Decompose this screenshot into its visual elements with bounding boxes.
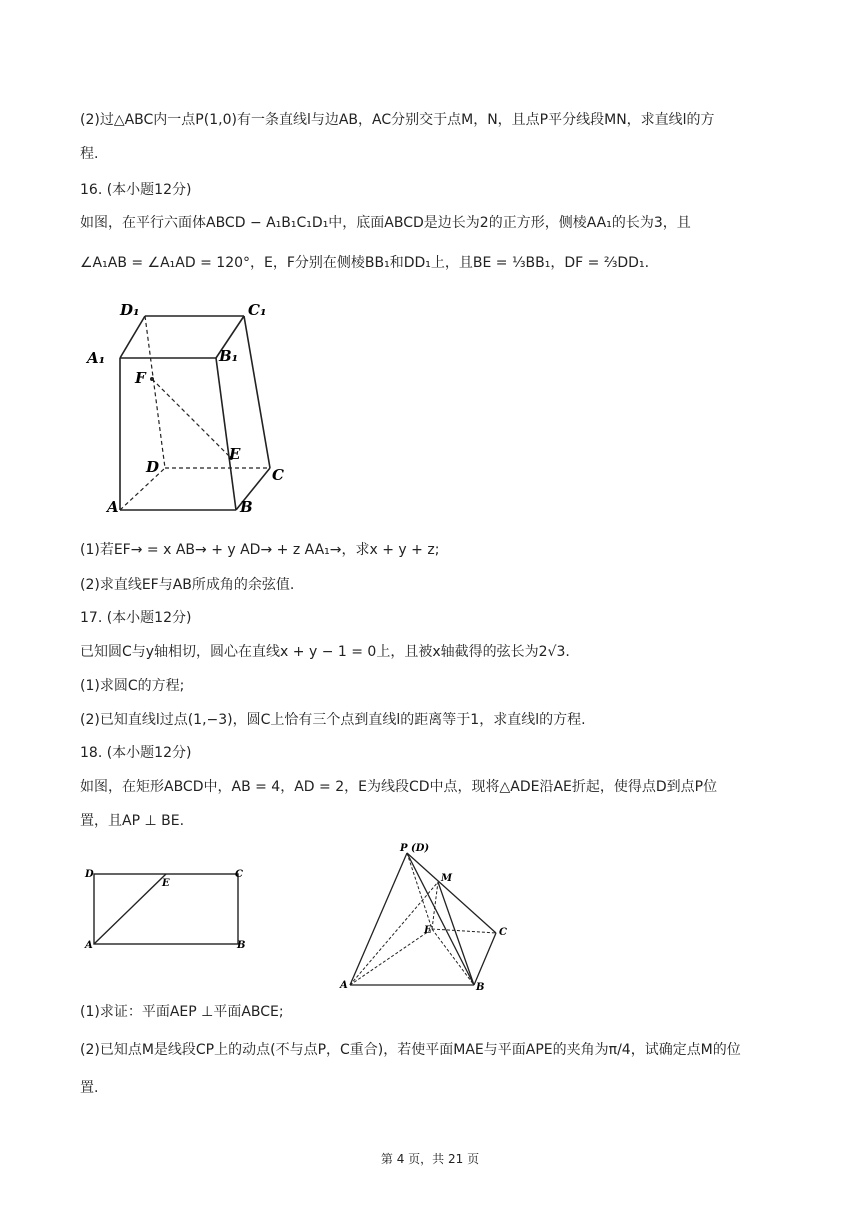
rect-label-A: A <box>85 940 93 951</box>
label-A: A <box>107 498 119 516</box>
problem-18-header: 18. (本小题12分) <box>80 745 192 761</box>
pyramid-figure <box>330 840 530 995</box>
page-footer: 第 4 页，共 21 页 <box>380 1152 480 1166</box>
rect-label-D: D <box>85 869 94 880</box>
pyr-label-E: E <box>424 925 432 936</box>
pyr-label-C: C <box>499 927 507 938</box>
text-line-10: (1)求圆C的方程; <box>80 678 185 694</box>
text-line-7: (2)求直线EF与AB所成角的余弦值. <box>80 577 295 593</box>
text-line-14: 置，且AP ⊥ BE. <box>80 813 185 829</box>
label-C1: C₁ <box>248 301 267 319</box>
pyr-label-B: B <box>476 982 485 993</box>
label-D1: D₁ <box>120 301 140 319</box>
text-line-1: (2)过△ABC内一点P(1,0)有一条直线l与边AB，AC分别交于点M，N，且点P平分线段MN，求直线l的方 <box>80 112 715 128</box>
rectangle-figure <box>80 862 250 957</box>
rect-label-C: C <box>235 869 243 880</box>
label-A1: A₁ <box>87 349 106 367</box>
label-B1: B₁ <box>219 347 239 365</box>
label-C: C <box>272 466 284 484</box>
text-line-6: (1)若EF→ = x AB→ + y AD→ + z AA₁→，求x + y + z; <box>80 542 440 558</box>
problem-16-header: 16. (本小题12分) <box>80 182 192 198</box>
pyr-label-P: P (D) <box>400 843 430 854</box>
text-line-5: ∠A₁AB = ∠A₁AD = 120°，E，F分别在侧棱BB₁和DD₁上，且BE = ⅓BB₁，DF = ⅔DD₁. <box>80 255 650 271</box>
text-line-9: 已知圆C与y轴相切，圆心在直线x + y − 1 = 0上，且被x轴截得的弦长为2√3. <box>80 644 570 660</box>
pyr-label-M: M <box>441 873 453 884</box>
text-line-2: 程. <box>80 146 99 162</box>
label-E: E <box>229 445 241 463</box>
label-F: F <box>135 369 146 387</box>
label-D: D <box>146 458 160 476</box>
rect-label-E: E <box>162 878 170 889</box>
rect-label-B: B <box>237 940 246 951</box>
text-line-13: 如图，在矩形ABCD中，AB = 4，AD = 2，E为线段CD中点，现将△ADE沿AE折起，使得点D到点P位 <box>80 779 718 795</box>
text-line-17: 置. <box>80 1080 99 1096</box>
parallelepiped-figure <box>82 295 282 520</box>
text-line-15: (1)求证：平面AEP ⊥平面ABCE; <box>80 1004 284 1020</box>
text-line-16: (2)已知点M是线段CP上的动点(不与点P，C重合)，若使平面MAE与平面APE的夹角为π/4，试确定点M的位 <box>80 1042 741 1058</box>
label-B: B <box>240 498 253 516</box>
pyr-label-A: A <box>340 980 348 991</box>
text-line-4: 如图，在平行六面体ABCD − A₁B₁C₁D₁中，底面ABCD是边长为2的正方形，侧棱AA₁的长为3，且 <box>80 215 691 231</box>
text-line-11: (2)已知直线l过点(1,−3)，圆C上恰有三个点到直线l的距离等于1，求直线l的方程. <box>80 712 586 728</box>
problem-17-header: 17. (本小题12分) <box>80 610 192 626</box>
